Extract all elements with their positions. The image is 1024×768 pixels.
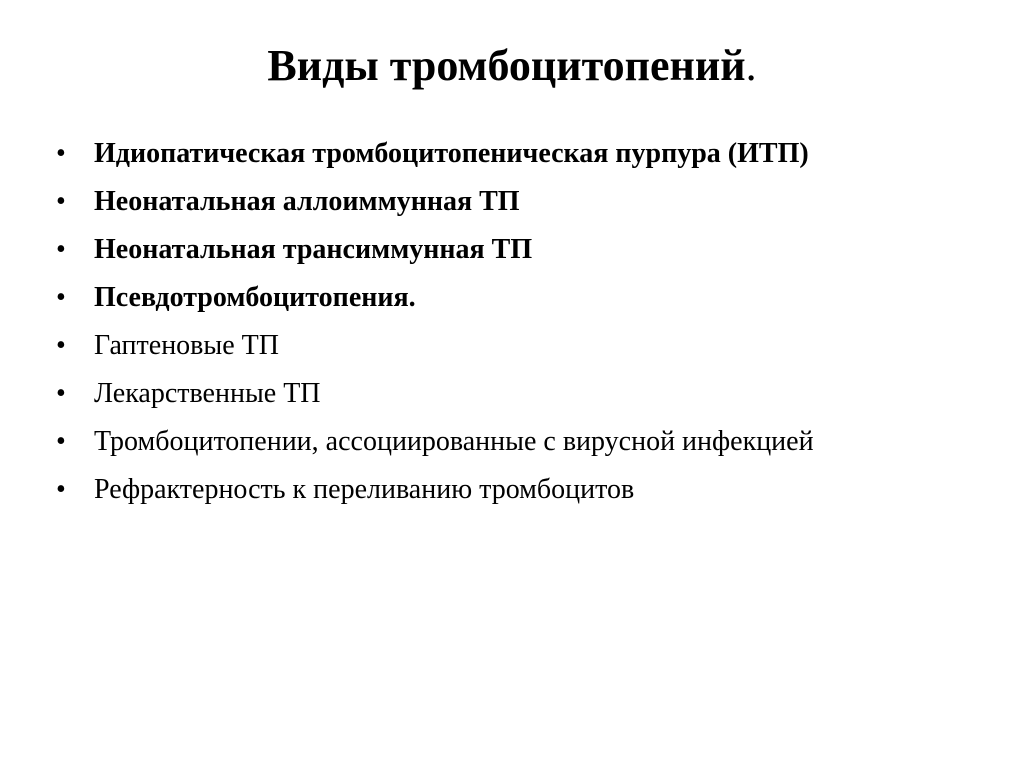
bullet-text: Неонатальная аллоиммунная ТП xyxy=(94,186,520,217)
bullet-text: Тромбоцитопении, ассоциированные с вирусной инфекцией xyxy=(94,426,814,457)
bullet-text: Неонатальная трансиммунная ТП xyxy=(94,234,533,265)
bullet-icon: • xyxy=(56,234,66,265)
bullet-item xyxy=(56,280,956,316)
bullet-item xyxy=(56,472,956,508)
bullet-icon: • xyxy=(56,426,66,457)
bullet-item xyxy=(56,424,956,460)
bullet-icon: • xyxy=(56,186,66,217)
bullet-item xyxy=(56,376,956,412)
bullet-item xyxy=(56,328,956,364)
bullet-icon: • xyxy=(56,138,66,169)
bullet-item xyxy=(56,184,956,220)
bullet-icon: • xyxy=(56,474,66,505)
bullet-text: Идиопатическая тромбоцитопеническая пурпура (ИТП) xyxy=(94,138,809,169)
slide-title-period: . xyxy=(745,41,757,90)
bullet-item xyxy=(56,136,956,172)
slide-title xyxy=(0,38,1024,94)
bullet-item xyxy=(56,232,956,268)
bullet-icon: • xyxy=(56,282,66,313)
bullet-text: Рефрактерность к переливанию тромбоцитов xyxy=(94,474,635,505)
bullet-list xyxy=(56,136,956,520)
bullet-text: Лекарственные ТП xyxy=(94,378,321,409)
slide-title-text: Виды тромбоцитопений xyxy=(267,41,746,90)
bullet-text: Гаптеновые ТП xyxy=(94,330,279,361)
bullet-icon: • xyxy=(56,378,66,409)
bullet-icon: • xyxy=(56,330,66,361)
bullet-text: Псевдотромбоцитопения. xyxy=(94,282,416,313)
